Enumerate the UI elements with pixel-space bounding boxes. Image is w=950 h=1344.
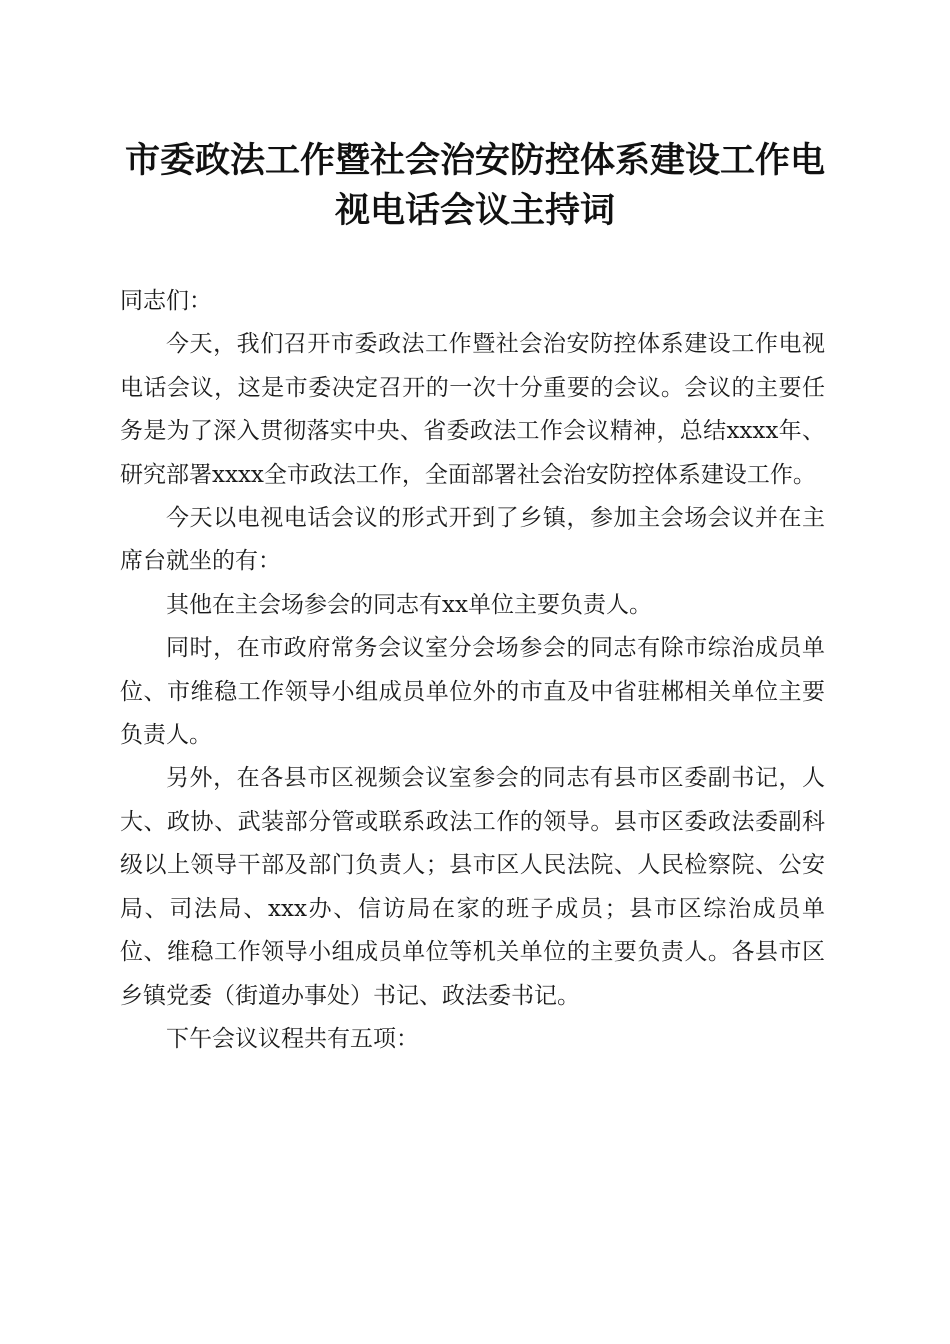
- salutation: 同志们：: [120, 288, 212, 314]
- paragraph-rostrum: 今天以电视电话会议的形式开到了乡镇，参加主会场会议并在主席台就坐的有：: [120, 505, 825, 575]
- title-line-1: 市委政法工作暨社会治安防控体系建设工作电: [124, 140, 825, 181]
- paragraph-opening: 今天，我们召开市委政法工作暨社会治安防控体系建设工作电视电话会议，这是市委决定召开的一次十分重要的会议。会议的主要任务是为了深入贯彻落实中央、省委政法工作会议精神，总结xxxx年、研究部署xxxx全市政法工作，全面部署社会治安防控体系建设工作。: [120, 331, 825, 488]
- paragraph-county-venues: 另外，在各县市区视频会议室参会的同志有县市区委副书记，人大、政协、武装部分管或联系政法工作的领导。县市区委政法委副科级以上领导干部及部门负责人；县市区人民法院、人民检察院、公安局、司法局、xxx办、信访局在家的班子成员；县市区综治成员单位、维稳工作领导小组成员单位等机关单位的主要负责人。各县市区乡镇党委（街道办事处）书记、政法委书记。: [120, 765, 825, 1009]
- paragraph-main-venue: 其他在主会场参会的同志有xx单位主要负责人。: [166, 591, 652, 618]
- paragraph-sub-venue: 同时，在市政府常务会议室分会场参会的同志有除市综治成员单位、市维稳工作领导小组成员单位外的市直及中省驻郴相关单位主要负责人。: [120, 635, 825, 749]
- paragraph-agenda: 下午会议议程共有五项：: [166, 1025, 419, 1052]
- document-body: [120, 280, 825, 1061]
- document-title: [100, 136, 850, 236]
- title-line-2: 视电话会议主持词: [334, 190, 615, 231]
